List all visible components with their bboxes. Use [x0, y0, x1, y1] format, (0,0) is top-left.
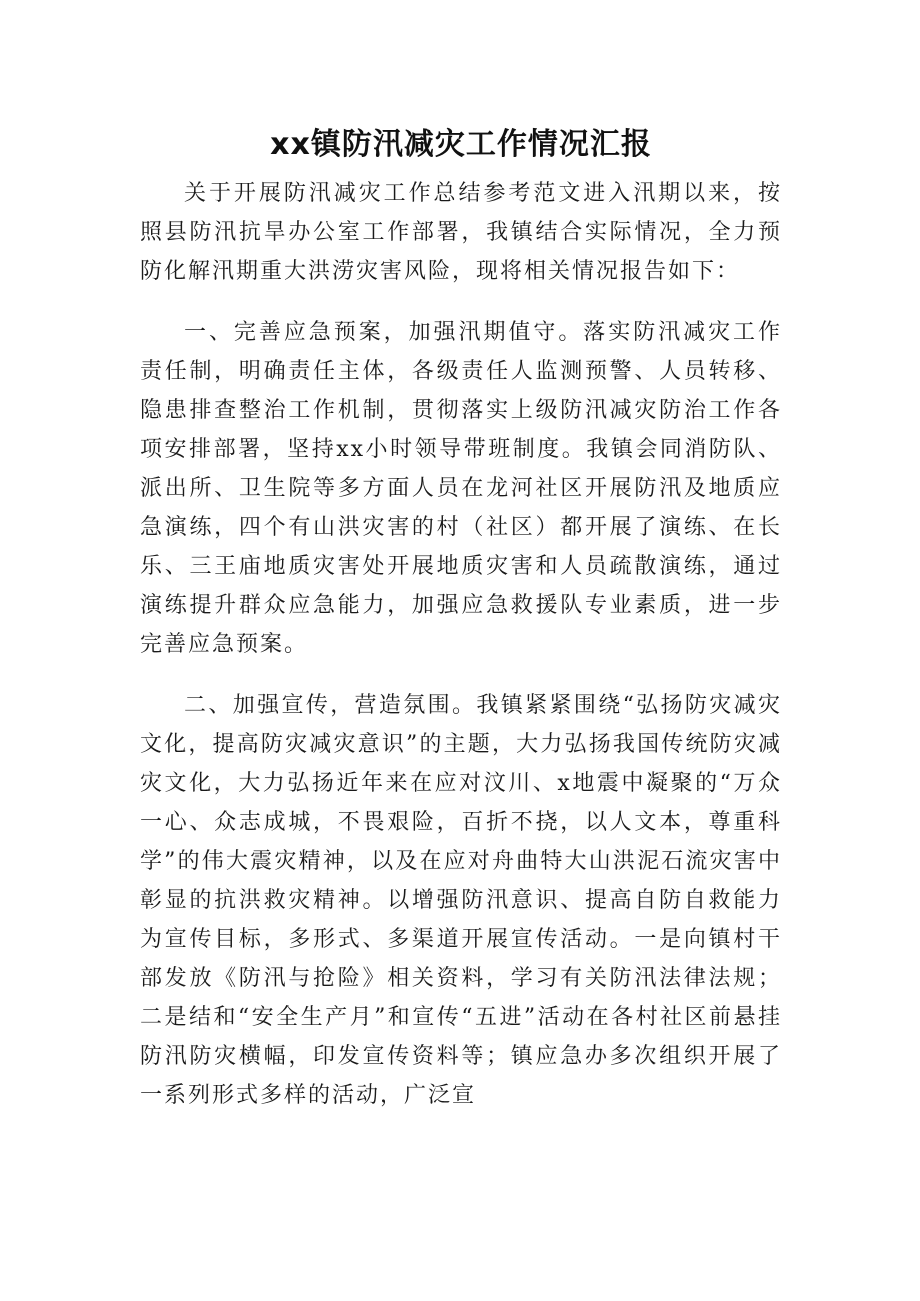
paragraph-section-2: 二、加强宣传，营造氛围。我镇紧紧围绕“弘扬防灾减灾文化，提高防灾减灾意识”的主题，大力弘扬我国传统防灾减灾文化，大力弘扬近年来在应对汶川、x地震中凝聚的“万众一心、众志成城，不畏艰险，百折不挠，以人文本，尊重科学”的伟大震灾精神，以及在应对舟曲特大山洪泥石流灾害中彰显的抗洪救灾精神。以增强防汛意识、提高自防自救能力为宣传目标，多形式、多渠道开展宣传活动。一是向镇村干部发放《防汛与抢险》相关资料，学习有关防汛法律法规；二是结和“安全生产月”和宣传“五进”活动在各村社区前悬挂防汛防灾横幅，印发宣传资料等；镇应急办多次组织开展了一系列形式多样的活动，广泛宣 [140, 693, 782, 1108]
document-title: xx镇防汛减灾工作情况汇报 [270, 127, 652, 162]
paragraph-section-1: 一、完善应急预案，加强汛期值守。落实防汛减灾工作责任制，明确责任主体，各级责任人监测预警、人员转移、隐患排查整治工作机制，贯彻落实上级防汛减灾防治工作各项安排部署，坚持xx小时领导带班制度。我镇会同消防队、派出所、卫生院等多方面人员在龙河社区开展防汛及地质应急演练，四个有山洪灾害的村（社区）都开展了演练、在长乐、三王庙地质灾害处开展地质灾害和人员疏散演练，通过演练提升群众应急能力，加强应急救援队专业素质，进一步完善应急预案。 [140, 320, 782, 657]
paragraph-intro: 关于开展防汛减灾工作总结参考范文进入汛期以来，按照县防汛抗旱办公室工作部署，我镇结合实际情况，全力预防化解汛期重大洪涝灾害风险，现将相关情况报告如下： [140, 181, 782, 284]
